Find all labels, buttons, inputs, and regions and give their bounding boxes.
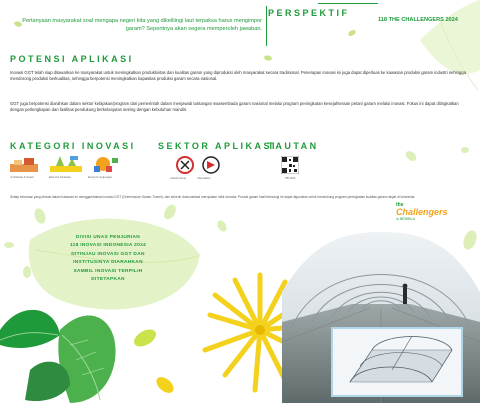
perspektif-question: Pertanyaan masyarakat soal mengapa negeri kita yang dikelilingi laut terpaksa harus mengimpor garam? Sepertinya akan segera memperoleh jawaban. (22, 18, 262, 32)
leaf-small-icon (347, 29, 356, 37)
tagline-line: DITINJAU INOVASI GGT DAN (71, 251, 145, 257)
kategori-label-1: Kehidupan & Sosial (10, 176, 34, 179)
kategori-label-2: Ekonomi Pertanian (49, 176, 71, 179)
leaf-small-icon (404, 149, 418, 163)
perspektif-title: PERSPEKTIF (268, 8, 350, 18)
tagline-line: 118 INOVASI INDONESIA 2024 (69, 243, 147, 249)
potensi-title: POTENSI APLIKASI (10, 54, 134, 64)
sektor-title: SEKTOR APLIKASI (158, 141, 278, 151)
leaf-small-icon (162, 203, 179, 222)
sektor-label-1: Industri Kimia (170, 177, 186, 180)
perspektif-bar (266, 6, 267, 46)
yellow-leaf-small-icon (153, 374, 176, 396)
leaf-small-icon (216, 219, 229, 233)
logo-line-2: Challengers (396, 207, 448, 217)
leaf-small-icon (23, 266, 31, 278)
tagline-line: DIVISI UNAS PENJURIAN (75, 235, 141, 240)
salt-farm-icon (10, 158, 38, 172)
tagline-line: SAMBIL INOVASI TERPILIH (73, 268, 143, 274)
agriculture-icon (50, 156, 82, 172)
tautan-title: TAUTAN (268, 141, 319, 151)
yellow-leaf-small-icon (131, 326, 159, 350)
leaf-small-icon (33, 207, 48, 225)
brand-tag: 118 THE CHALLENGERS 2024 (378, 17, 458, 23)
tautan-label: ITB 2024 (284, 177, 296, 180)
energy-icon (94, 157, 118, 172)
leaf-small-icon (264, 55, 273, 61)
greenhouse-tunnel-photo (282, 232, 480, 403)
monstera-leaf-icon (0, 310, 60, 348)
potensi-para-2: GGT juga berpotensi diarahkan dalam sektor kebijakan/program dari pemerintah dalam menjawab tantangan swasembada garam nasional melalui program peningkatan kesejahteraan petani garam melalui inovasi. Fokus ini dapat ditingkatkan dengan perlengkapan dan fasilitas pendukung berkelanjutan seiring dengan kebutuhan mandiri. (10, 101, 459, 112)
leaf-small-icon (461, 147, 469, 153)
chemical-icon (177, 157, 193, 173)
leaf-small-icon (4, 242, 14, 248)
greenhouse-model-inset (332, 328, 462, 396)
sektor-label-2: Manufaktur (197, 177, 211, 180)
tagline-line: INSTITUSINYA DIARAHKAN (73, 260, 143, 266)
manufacture-icon (203, 157, 219, 173)
qr-code-icon[interactable] (281, 156, 299, 174)
banana-leaf-icon (58, 316, 115, 403)
sektor-icons (175, 155, 225, 179)
tagline-line: DITETAPKAN (91, 277, 125, 283)
person-figure (403, 288, 407, 304)
tagline (52, 234, 164, 284)
kategori-label-3: Energi & Lingkungan (87, 176, 113, 179)
logo-line-3: in NEWBLU (396, 217, 416, 221)
logo-line-1: the (396, 202, 404, 208)
header-rule (318, 3, 378, 4)
kategori-title: KATEGORI INOVASI (10, 141, 136, 151)
footnote: Setiap informasi yang dimuat dalam halaman ini menggambarkan inovasi GGT (Greenhouse Garam Tunnel), dan seluruh dokumentasi merupakan milik inovator. Produk garam hasil teknologi ini dapat digunakan untuk mendukung program peningkatan kualitas garam rakyat di Indonesia. (10, 195, 416, 199)
challengers-logo (396, 202, 476, 222)
green-leaf-icon (25, 362, 70, 401)
potensi-para-1: Inovasi GGT telah siap ditawarkan ke masyarakat untuk meningkatkan produktivitas dan kualitas garam yang diproduksi oleh masyarakat secara tradisional. Penerapan inovasi ini juga dapat diperluas ke kawasan produksi garam industri sehingga mendorong produksi berkualitas, sehingga berpotensi meningkatkan kapasitas produksi garam secara nasional. (10, 70, 466, 81)
